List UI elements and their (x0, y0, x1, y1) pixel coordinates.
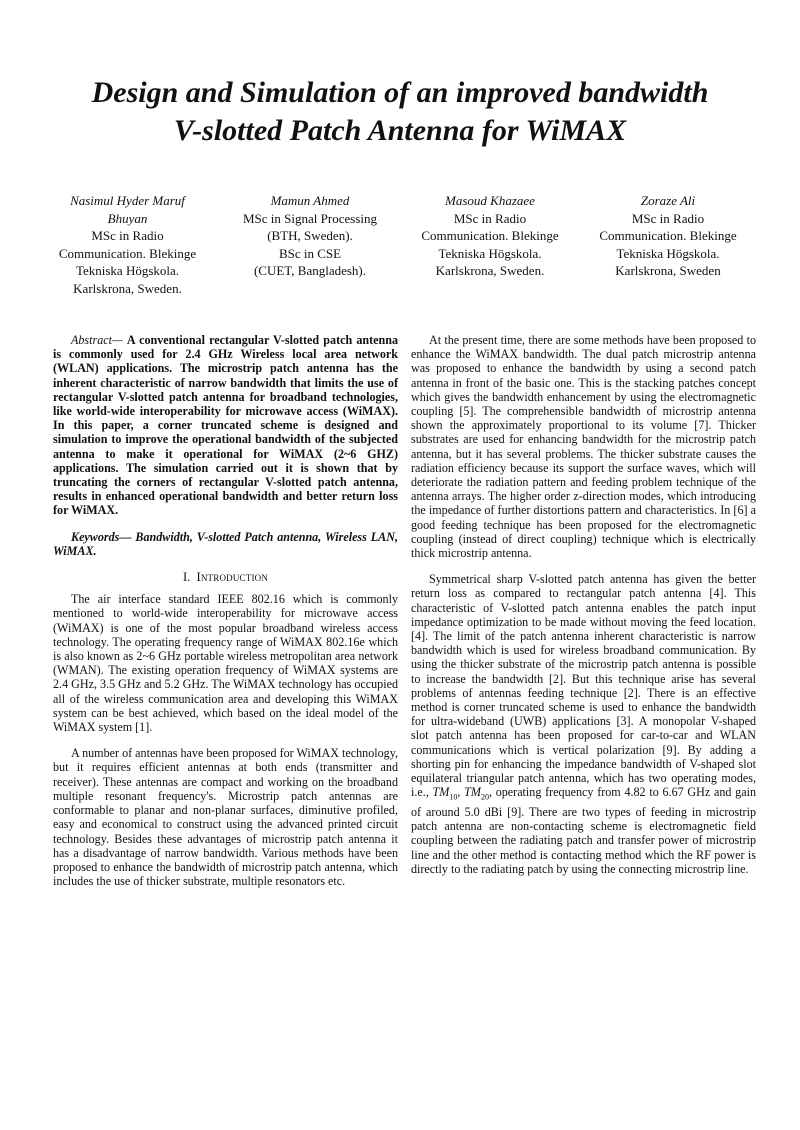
paragraph-text: , operating frequency from 4.82 to 6.67 GHz and gain of around 5.0 dBi [9]. There are two types of feeding in microstrip patch antenna are non-contacting scheme is electromagnetic field coupling between the radiating patch and transfer power of microstrip line and the other method is contacting method which the RF power is directly to the radiating patch by using the connecting microstrip line. (411, 785, 756, 876)
mode-subscript: 10 (449, 792, 458, 802)
paragraph-text: Symmetrical sharp V-slotted patch antenna has given the better return loss as compared to rectangular patch antenna [4]. This characteristic of V-slotted patch antenna enables the patch input impedance optimization to be made without moving the feed location. [4]. The limit of the patch antenna inherent characteristic is narrow bandwidth which is used for wireless broadband communication. By using the thicker substrate of the microstrip patch antenna is possible to increase the bandwidth [2]. But this technique arise has several problems of antennas feeding technique [2]. There is an effective method is corner truncated scheme is used to enhance the bandwidth for ultra-wideband (UWB) applications [3]. A monopolar V-shaped slot patch antenna has been proposed for car-to-car and WLAN communications which is vertical polarization [9]. By adding a shorting pin for enhancing the impedance bandwidth of V-shaped slot equilateral triangular patch antenna, which has two operating modes, i.e., (411, 572, 756, 800)
author-affiliation-line: (CUET, Bangladesh). (253, 263, 367, 279)
paper-title (40, 74, 760, 150)
author-affiliation-line: BSc in CSE (278, 245, 342, 261)
mode-base: TM (464, 785, 481, 800)
mode-subscript: 20 (480, 792, 489, 802)
section-title: Introduction (196, 570, 269, 585)
right-paragraph-2 (411, 572, 756, 876)
title-line-2: V-slotted Patch Antenna for WiMAX (173, 114, 627, 147)
author-affiliation: MSc in Radio Communication. Blekinge Tekniska Högskola. Karlskrona, Sweden. (421, 210, 559, 279)
left-column (53, 333, 398, 900)
mode-separator: , (457, 785, 465, 800)
right-paragraph-1: At the present time, there are some methods have been proposed to enhance the WiMAX bandwidth. The dual patch microstrip antenna was proposed to enhance the bandwidth by using a second patch antenna in front of the basic one. This is the stacking patches concept which gives the bandwidth enhancement by using the electromagnetic coupling [5]. The comprehensible bandwidth of microstrip antenna shown the approximately proportional to its volume [7]. Thicker substrates are used for enhancing bandwidth for the microstrip patch antenna, but it has several problems. The thicker substrate causes the radiation efficiency because its support the surface waves, which will deteriorate the radiation pattern and feeding problem technique of the antenna arrays. The higher order z-direction modes, which introducing the impedance of further distortions pattern and characteristics. In [6] a good feeding technique has been proposed for the electromagnetic coupling (instead of direct coupling) technique which is electrically thick microstrip antenna. (411, 333, 756, 561)
keywords: Keywords— Bandwidth, V-slotted Patch antenna, Wireless LAN, WiMAX. (53, 529, 398, 558)
section-heading-introduction (53, 570, 398, 584)
mode-tm10 (432, 785, 458, 802)
mode-base: TM (432, 785, 450, 800)
abstract-label: Abstract (71, 333, 112, 347)
right-column (411, 333, 756, 888)
title-line-1: Design and Simulation of an improved bandwidth (91, 76, 709, 109)
intro-paragraph-2: A number of antennas have been proposed for WiMAX technology, but it requires efficient antennas at both ends (transmitter and receiver). These antennas are compact and working on the broadband multiple resonant frequency's. Microstrip patch antennas are conformable to planar and non-planar surfaces, diminutive profiled, easy and economical to construct using the advanced printed circuit technology. Besides these advantages of microstrip patch antenna it has a disadvantage of narrow bandwidth. Various methods have been proposed to enhance the bandwidth of microstrip patch antenna, which includes the use of thicker substrate, multiple resonators etc. (53, 746, 398, 889)
author-block (50, 192, 750, 317)
author-2 (225, 192, 395, 280)
author-affiliation-line: MSc in Signal Processing (243, 210, 377, 226)
author-name: Masoud Khazaee (445, 193, 535, 208)
intro-paragraph-1: The air interface standard IEEE 802.16 which is commonly mentioned to world-wide interoperability for microwave access (WiMAX) is one of the most popular broadband wireless access technology. The operating frequency range of WiMAX 802.16e which is also known as 2~6 GHz portable wireless metropolitan area network (WMAN). The existing operation frequency of WiMAX systems are 2.4 GHz, 3.5 GHz and 5.2 GHz. The WiMAX technology has occupied all of the wireless communication area and developing this WiMAX system can be best achieved, which based on the ideal model of the WiMAX system [1]. (53, 592, 399, 735)
section-number: I. (182, 570, 191, 585)
author-4 (598, 192, 738, 280)
author-name: Mamun Ahmed (270, 193, 350, 208)
abstract (53, 333, 398, 518)
author-name: Zoraze Ali (640, 193, 696, 208)
author-affiliation: MSc in Radio Communication. Blekinge Tekniska Högskola. Karlskrona, Sweden. (58, 228, 197, 296)
abstract-text: A conventional rectangular V-slotted patch antenna is commonly used for 2.4 GHz Wireless local area network (WLAN) applications. The microstrip patch antenna has the inherent characteristic of narrow bandwidth that limits the use of rectangular V-slotted patch antenna for broadband technologies, like world-wide interoperability for microwave access (WiMAX). In this paper, a corner truncated scheme is designed and simulation to improve the operational bandwidth of the subjected antenna to make it operational for WiMAX (2~6 GHZ) applications. The simulation carried out it is shown that by truncating the corners of rectangular V-slotted patch antenna, results in enhanced operational bandwidth and better return loss for WiMAX. (53, 333, 399, 518)
author-3 (420, 192, 560, 280)
author-name: Nasimul Hyder Maruf Bhuyan (70, 193, 185, 226)
author-affiliation-line: (BTH, Sweden). (267, 228, 353, 244)
mode-tm20 (464, 785, 489, 802)
author-affiliation: MSc in Radio Communication. Blekinge Tekniska Högskola. Karlskrona, Sweden (599, 210, 737, 279)
author-1 (50, 192, 205, 298)
abstract-dash: — (111, 333, 127, 347)
